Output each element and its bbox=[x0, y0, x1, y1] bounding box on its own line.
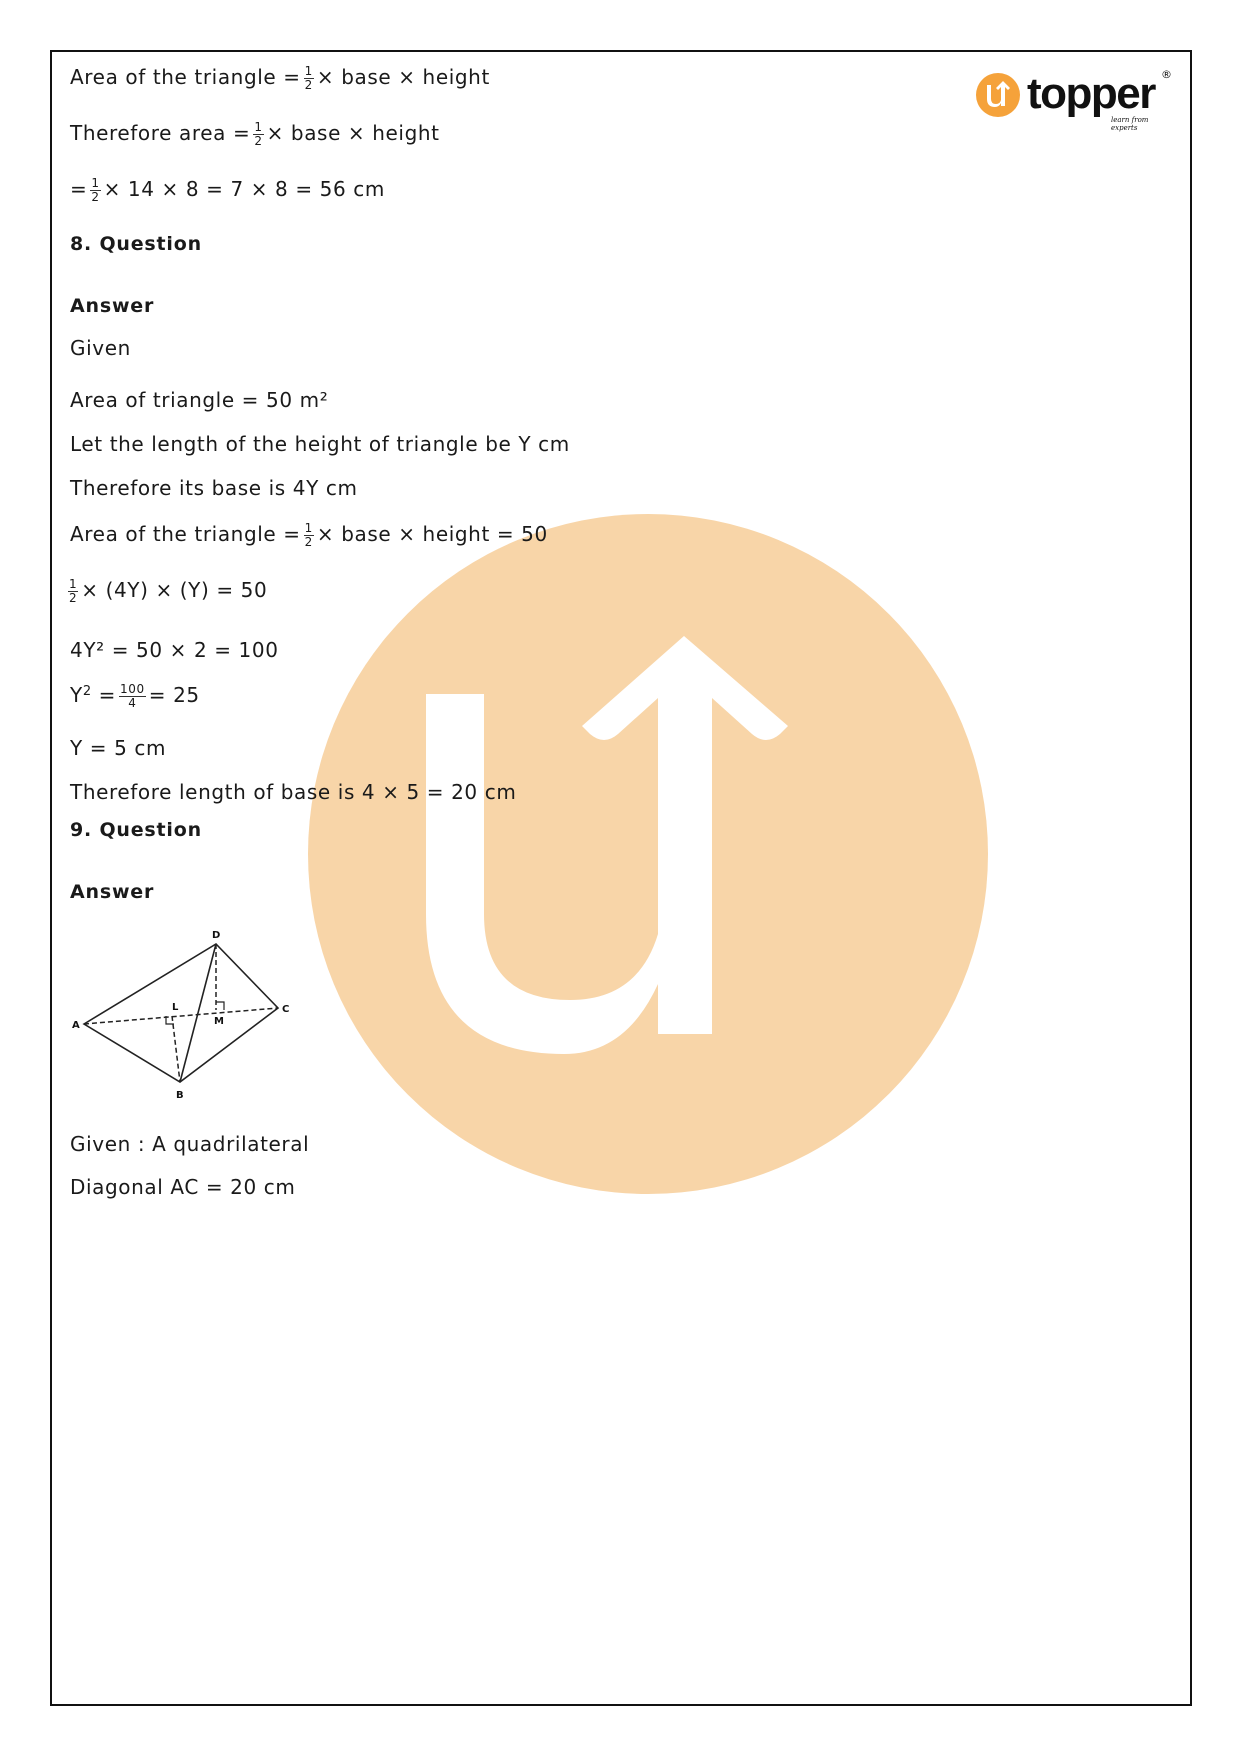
label-a: A bbox=[72, 1020, 80, 1031]
label-m: M bbox=[214, 1016, 224, 1027]
numerator: 1 bbox=[69, 577, 78, 591]
text: Area of the triangle = bbox=[70, 65, 301, 89]
numerator: 1 bbox=[304, 521, 313, 535]
text: = bbox=[98, 683, 117, 707]
brand-tagline: learn from experts bbox=[1111, 116, 1149, 132]
text-line-6: Therefore its base is 4Y cm bbox=[70, 476, 358, 500]
quadrilateral-diagram bbox=[68, 928, 308, 1106]
fraction bbox=[119, 683, 146, 710]
registered-mark: ® bbox=[1161, 68, 1172, 81]
given-9: Given : A quadrilateral bbox=[70, 1132, 310, 1156]
text: Area of the triangle = bbox=[70, 522, 301, 546]
formula-line-2 bbox=[70, 121, 440, 148]
quadrilateral-sides bbox=[84, 944, 278, 1082]
answer-9-heading: Answer bbox=[70, 881, 155, 903]
text: = bbox=[70, 177, 88, 201]
denominator: 2 bbox=[304, 535, 313, 549]
question-8-heading: 8. Question bbox=[70, 233, 202, 255]
text-line-5: Let the length of the height of triangle be Y cm bbox=[70, 432, 570, 456]
text-line-12: Therefore length of base is 4 × 5 = 20 cm bbox=[70, 780, 517, 804]
label-d: D bbox=[212, 930, 221, 941]
fraction bbox=[253, 121, 263, 148]
denominator: 2 bbox=[69, 591, 78, 605]
numerator: 1 bbox=[304, 64, 313, 78]
label-l: L bbox=[172, 1002, 179, 1013]
question-9-heading: 9. Question bbox=[70, 819, 202, 841]
text: × base × height bbox=[266, 121, 440, 145]
formula-line-3 bbox=[70, 177, 385, 204]
text: Y bbox=[70, 683, 83, 707]
u-arrow-watermark-icon bbox=[308, 514, 988, 1194]
exponent: 2 bbox=[82, 684, 92, 699]
given-8: Given bbox=[70, 336, 131, 360]
denominator: 2 bbox=[254, 134, 263, 148]
numerator: 1 bbox=[254, 120, 263, 134]
text: Therefore area = bbox=[70, 121, 251, 145]
text-line-9: 4Y² = 50 × 2 = 100 bbox=[70, 638, 279, 662]
text: × base × height = 50 bbox=[316, 522, 548, 546]
text-line-4: Area of triangle = 50 m² bbox=[70, 388, 329, 412]
label-c: C bbox=[282, 1004, 290, 1015]
numerator: 1 bbox=[91, 176, 100, 190]
diagonal-ac-text: Diagonal AC = 20 cm bbox=[70, 1175, 296, 1199]
formula-line-1 bbox=[70, 65, 490, 92]
text: × 14 × 8 = 7 × 8 = 56 cm bbox=[103, 177, 385, 201]
brand-logo bbox=[975, 66, 1175, 130]
denominator: 2 bbox=[304, 78, 313, 92]
fraction bbox=[304, 65, 314, 92]
label-b: B bbox=[176, 1090, 184, 1101]
u-arrow-icon bbox=[975, 72, 1021, 118]
formula-line-10 bbox=[70, 680, 200, 710]
brand-name: topper bbox=[1027, 69, 1155, 118]
text-line-11: Y = 5 cm bbox=[70, 736, 167, 760]
text: × (4Y) × (Y) = 50 bbox=[81, 578, 268, 602]
formula-line-8 bbox=[68, 578, 267, 605]
fraction bbox=[90, 177, 100, 204]
answer-8-heading: Answer bbox=[70, 295, 155, 317]
denominator: 2 bbox=[91, 190, 100, 204]
text: × base × height bbox=[316, 65, 490, 89]
denominator: 4 bbox=[128, 696, 137, 710]
formula-line-7 bbox=[70, 522, 548, 549]
text: = 25 bbox=[148, 683, 200, 707]
fraction bbox=[68, 578, 78, 605]
numerator: 100 bbox=[120, 682, 145, 696]
fraction bbox=[304, 522, 314, 549]
